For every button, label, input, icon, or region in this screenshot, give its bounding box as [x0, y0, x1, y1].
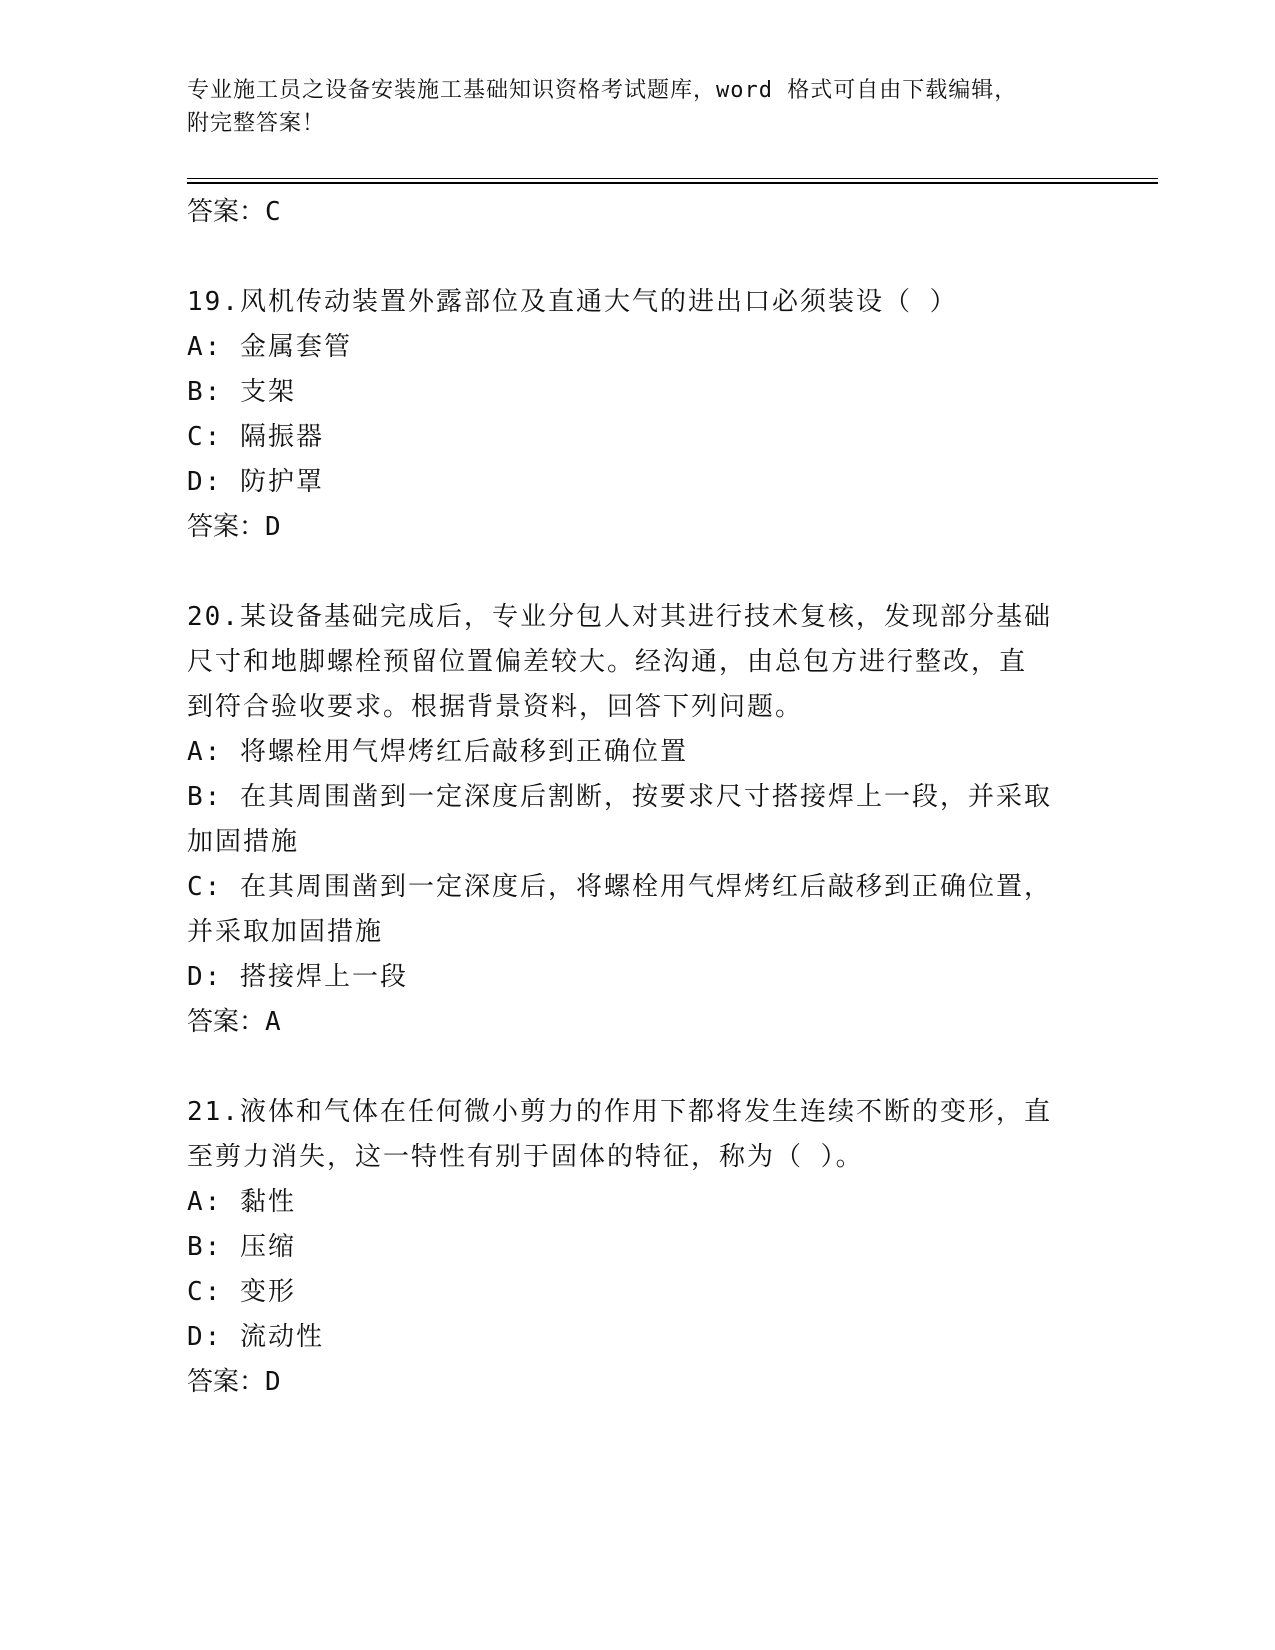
header-divider-thin — [187, 178, 1158, 179]
option-d: D: 搭接焊上一段 — [187, 962, 408, 992]
question-answer — [187, 1000, 1087, 1045]
header-line-2: 附完整答案！ — [187, 111, 326, 136]
question-text-line-3: 到符合验收要求。根据背景资料，回答下列问题。 — [187, 692, 804, 722]
previous-answer — [187, 190, 1087, 235]
question-text: 19.风机传动装置外露部位及直通大气的进出口必须装设（ ） — [187, 287, 958, 317]
question-20 — [187, 595, 1087, 1045]
answer-label: 答案： — [187, 1007, 266, 1037]
answer-value: A — [265, 1007, 283, 1037]
answer-value: D — [265, 512, 283, 542]
answer-label: 答案： — [187, 197, 266, 227]
answer-value: D — [265, 1367, 283, 1397]
question-text-line-2: 至剪力消失，这一特性有别于固体的特征，称为（ ）。 — [187, 1142, 864, 1172]
question-text-line-1: 20.某设备基础完成后，专业分包人对其进行技术复核，发现部分基础 — [187, 602, 1052, 632]
option-d: D: 防护罩 — [187, 467, 324, 497]
option-c-line-1: C: 在其周围凿到一定深度后，将螺栓用气焊烤红后敲移到正确位置， — [187, 872, 1052, 902]
option-c: C: 变形 — [187, 1277, 296, 1307]
header-divider-thick — [187, 182, 1158, 184]
option-b: B: 压缩 — [187, 1232, 296, 1262]
option-a: A: 将螺栓用气焊烤红后敲移到正确位置 — [187, 737, 688, 767]
option-d: D: 流动性 — [187, 1322, 324, 1352]
question-text-line-1: 21.液体和气体在任何微小剪力的作用下都将发生连续不断的变形，直 — [187, 1097, 1052, 1127]
answer-label: 答案： — [187, 512, 266, 542]
spacer — [187, 550, 1087, 595]
option-a: A: 金属套管 — [187, 332, 352, 362]
question-21 — [187, 1090, 1087, 1405]
option-b: B: 支架 — [187, 377, 296, 407]
question-answer — [187, 505, 1087, 550]
question-text-line-2: 尺寸和地脚螺栓预留位置偏差较大。经沟通，由总包方进行整改，直 — [187, 647, 1028, 677]
document-header — [187, 74, 1087, 140]
spacer — [187, 235, 1087, 280]
question-19 — [187, 280, 1087, 550]
option-c-line-2: 并采取加固措施 — [187, 917, 384, 947]
spacer — [187, 1045, 1087, 1090]
answer-value: C — [265, 197, 283, 227]
question-content — [187, 190, 1087, 1405]
header-line-1: 专业施工员之设备安装施工基础知识资格考试题库，word 格式可自由下载编辑， — [187, 78, 1018, 103]
option-b-line-2: 加固措施 — [187, 827, 300, 857]
question-answer — [187, 1360, 1087, 1405]
option-c: C: 隔振器 — [187, 422, 324, 452]
option-a: A: 黏性 — [187, 1187, 296, 1217]
answer-label: 答案： — [187, 1367, 266, 1397]
option-b-line-1: B: 在其周围凿到一定深度后割断，按要求尺寸搭接焊上一段，并采取 — [187, 782, 1052, 812]
